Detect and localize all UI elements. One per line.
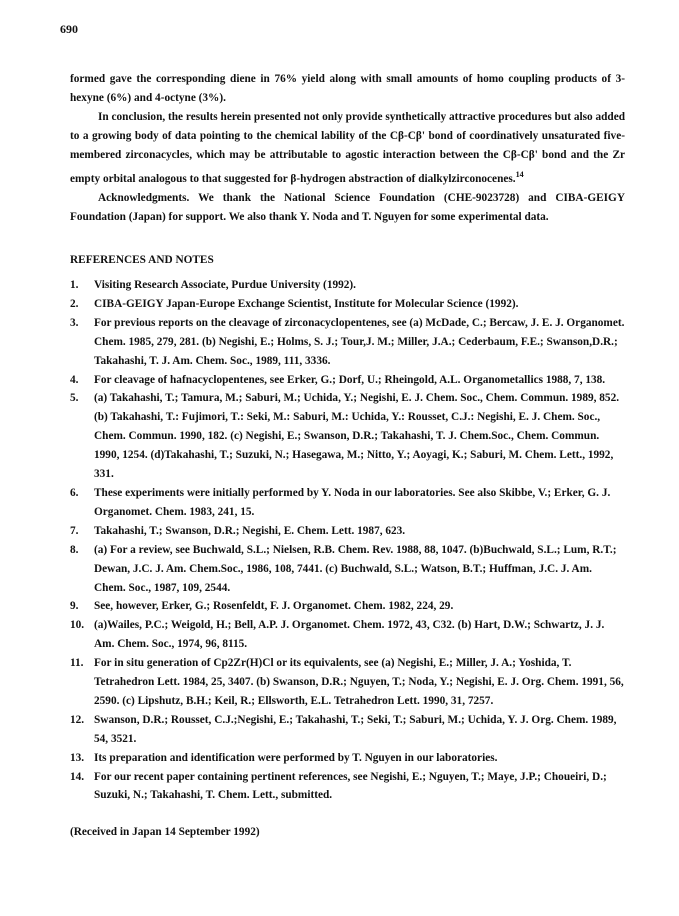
- reference-text: For previous reports on the cleavage of zirconacyclopentenes, see (a) McDade, C.; Bercaw, J. E. J. Organomet. Chem. 1985, 279, 281. (b) Negishi, E.; Holms, S. J.; Tour,J. M.; Miller, J.A.; Cederbaum, F.E.; Swanson,D.R.; Takahashi, T. J. Am. Chem. Soc., 1989, 111, 3336.: [94, 316, 625, 367]
- reference-text: (a) Takahashi, T.; Tamura, M.; Saburi, M.; Uchida, Y.; Negishi, E. J. Chem. Soc., Chem. Commun. 1989, 852. (b) Takahashi, T.: Fujimori, T.: Seki, M.: Saburi, M.: Uchida, Y.: Rousset, C.J.: Negishi, E. J. Chem. Soc., Chem. Commun. 1990, 182. (c) Negishi, E.; Swanson, D.R.; Takahashi, T. J. Chem.Soc., Chem. Commun. 1990, 1254. (d)Takahashi, T.; Suzuki, N.; Hasegawa, M.; Nitto, Y.; Aoyagi, K.; Saburi, M. Chem. Lett., 1992, 331.: [94, 392, 620, 481]
- reference-item: [70, 276, 625, 295]
- reference-text: These experiments were initially performed by Y. Noda in our laboratories. See also Skibbe, V.; Erker, G. J. Organomet. Chem. 1983, 241, 15.: [94, 486, 611, 518]
- reference-item: [70, 484, 625, 522]
- reference-item: [70, 768, 625, 806]
- references-list: [70, 276, 625, 805]
- reference-item: [70, 541, 625, 598]
- reference-item: [70, 389, 625, 484]
- reference-item: [70, 616, 625, 654]
- reference-number: 3.: [70, 316, 79, 329]
- reference-number: 11.: [70, 657, 84, 670]
- reference-item: [70, 597, 625, 616]
- reference-number: 12.: [70, 713, 85, 726]
- reference-text: (a)Wailes, P.C.; Weigold, H.; Bell, A.P. J. Organomet. Chem. 1972, 43, C32. (b) Hart, D.W.; Schwartz, J. J. Am. Chem. Soc., 1974, 96, 8115.: [94, 619, 605, 651]
- footnote-ref-14: 14: [515, 170, 524, 179]
- body-text: [70, 70, 625, 227]
- reference-number: 9.: [70, 600, 79, 613]
- reference-item: [70, 749, 625, 768]
- received-date: (Received in Japan 14 September 1992): [70, 826, 260, 838]
- reference-item: [70, 371, 625, 390]
- paragraph-conclusion: [70, 108, 625, 189]
- reference-text: Takahashi, T.; Swanson, D.R.; Negishi, E. Chem. Lett. 1987, 623.: [94, 524, 406, 537]
- paragraph-acknowledgments: [70, 189, 625, 227]
- reference-text: For our recent paper containing pertinent references, see Negishi, E.; Nguyen, T.; Maye, J.P.; Choueiri, D.; Suzuki, N.; Takahashi, T. Chem. Lett., submitted.: [94, 770, 607, 802]
- reference-item: [70, 654, 625, 711]
- reference-text: (a) For a review, see Buchwald, S.L.; Nielsen, R.B. Chem. Rev. 1988, 88, 1047. (b)Buchwald, S.L.; Lum, R.T.; Dewan, J.C. J. Am. Chem.Soc., 1986, 108, 7441. (c) Buchwald, S.L.; Watson, B.T.; Huffman, J.C. J. Am. Chem. Soc., 1987, 109, 2544.: [94, 543, 617, 594]
- reference-text: Swanson, D.R.; Rousset, C.J.;Negishi, E.; Takahashi, T.; Seki, T.; Saburi, M.; Uchida, Y. J. Org. Chem. 1989, 54, 3521.: [94, 713, 617, 745]
- reference-number: 5.: [70, 392, 79, 405]
- reference-number: 6.: [70, 486, 79, 499]
- conclusion-text: In conclusion, the results herein presented not only provide synthetically attractive procedures but also added to a growing body of data pointing to the chemical lability of the Cβ-Cβ' bond of coordinatively unsaturated five-membered zirconacycles, which may be attributable to agostic interaction between the Cβ-Cβ' bond and the Zr empty orbital analogous to that suggested for β-hydrogen abstraction of dialkylzirconocenes.: [70, 111, 625, 185]
- reference-text: See, however, Erker, G.; Rosenfeldt, F. J. Organomet. Chem. 1982, 224, 29.: [94, 600, 454, 613]
- acknowledgments-text: We thank the National Science Foundation (CHE-9023728) and CIBA-GEIGY Foundation (Japan) for support. We also thank Y. Noda and T. Nguyen for some experimental data.: [70, 191, 626, 223]
- page-number: 690: [60, 22, 78, 36]
- reference-item: [70, 711, 625, 749]
- reference-number: 14.: [70, 770, 85, 783]
- reference-number: 4.: [70, 373, 79, 386]
- reference-item: [70, 314, 625, 371]
- reference-item: [70, 295, 625, 314]
- reference-number: 10.: [70, 619, 85, 632]
- paragraph-continuation: formed gave the corresponding diene in 76% yield along with small amounts of homo coupling products of 3-hexyne (6%) and 4-octyne (3%).: [70, 73, 625, 104]
- reference-text: Visiting Research Associate, Purdue University (1992).: [94, 279, 357, 291]
- reference-text: For cleavage of hafnacyclopentenes, see Erker, G.; Dorf, U.; Rheingold, A.L. Organometallics 1988, 7, 138.: [94, 373, 606, 386]
- reference-text: Its preparation and identification were performed by T. Nguyen in our laboratories.: [94, 751, 498, 764]
- reference-item: [70, 522, 625, 541]
- reference-number: 7.: [70, 524, 79, 537]
- reference-number: 1.: [70, 279, 79, 291]
- reference-number: 8.: [70, 543, 79, 556]
- reference-number: 2.: [70, 297, 79, 310]
- acknowledgments-title: Acknowledgments.: [98, 191, 190, 204]
- references-heading: REFERENCES AND NOTES: [70, 254, 214, 266]
- reference-number: 13.: [70, 751, 85, 764]
- reference-text: CIBA-GEIGY Japan-Europe Exchange Scientist, Institute for Molecular Science (1992).: [94, 297, 519, 310]
- reference-text: For in situ generation of Cp2Zr(H)Cl or its equivalents, see (a) Negishi, E.; Miller, J. A.; Yoshida, T. Tetrahedron Lett. 1984, 25, 3407. (b) Swanson, D.R.; Nguyen, T.; Noda, Y.; Negishi, E. J. Org. Chem. 1991, 56, 2590. (c) Lipshutz, B.H.; Keil, R.; Ellsworth, E.L. Tetrahedron Lett. 1990, 31, 7257.: [94, 657, 624, 707]
